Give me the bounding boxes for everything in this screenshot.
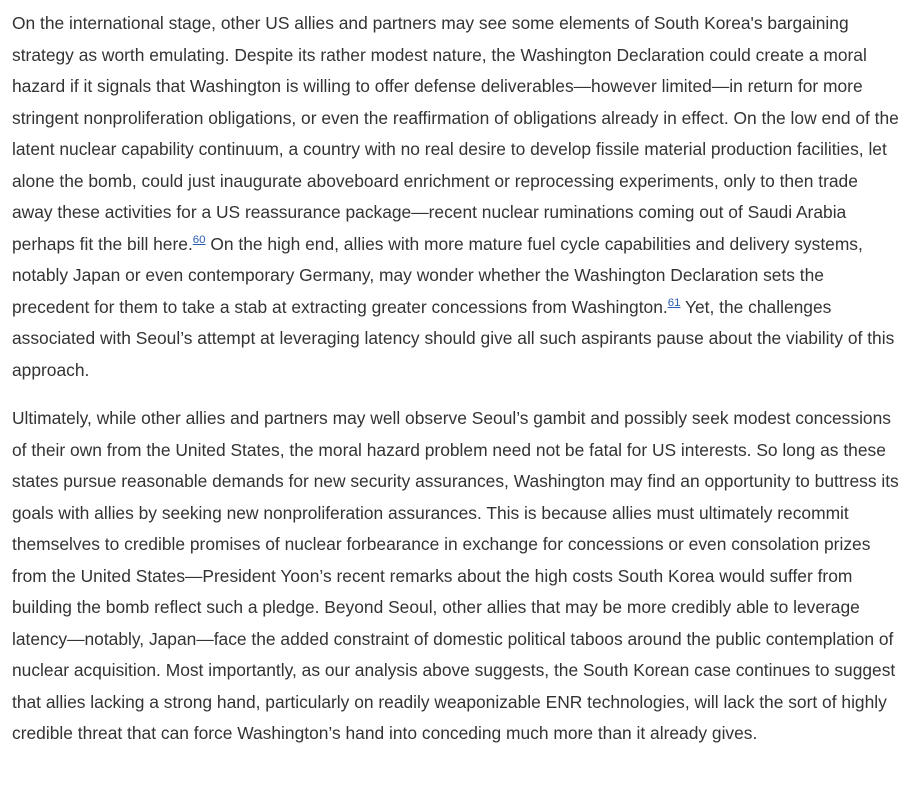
footnote-link-60[interactable]: 60: [192, 233, 206, 246]
paragraph-2: [12, 403, 901, 750]
footnote-link-61[interactable]: 61: [667, 296, 681, 309]
paragraph-1: [12, 8, 901, 386]
paragraph-text: On the international stage, other US allies and partners may see some elements of South Korea's bargaining strategy as worth emulating. Despite its rather modest nature, the Washington Declaration could create a moral hazard if it signals that Washington is willing to offer defense deliverables—however limited—in return for more stringent nonproliferation obligations, or even the reaffirmation of obligations already in effect. On the low end of the latent nuclear capability continuum, a country with no real desire to develop fissile material production facilities, let alone the bomb, could just inaugurate aboveboard enrichment or reprocessing experiments, only to then trade away these activities for a US reassurance package—recent nuclear ruminations coming out of Saudi Arabia perhaps fit the bill here.: [12, 13, 899, 254]
paragraph-text: Yet, the challenges associated with Seoul’s attempt at leveraging latency should give all such aspirants pause about the viability of this approach.: [12, 296, 895, 380]
paragraph-text: On the high end, allies with more mature fuel cycle capabilities and delivery systems, notably Japan or even contemporary Germany, may wonder whether the Washington Declaration sets the precedent for them to take a stab at extracting greater concessions from Washington.: [12, 233, 863, 317]
paragraph-text: Ultimately, while other allies and partners may well observe Seoul’s gambit and possibly seek modest concessions of their own from the United States, the moral hazard problem need not be fatal for US interests. So long as these states pursue reasonable demands for new security assurances, Washington may find an opportunity to buttress its goals with allies by seeking new nonproliferation assurances. This is because allies must ultimately recommit themselves to credible promises of nuclear forbearance in exchange for concessions or even consolation prizes from the United States—President Yoon’s recent remarks about the high costs South Korea would suffer from building the bomb reflect such a pledge. Beyond Seoul, other allies that may be more credibly able to leverage latency—notably, Japan—face the added constraint of domestic political taboos around the public contemplation of nuclear acquisition. Most importantly, as our analysis above suggests, the South Korean case continues to suggest that allies lacking a strong hand, particularly on readily weaponizable ENR technologies, will lack the sort of highly credible threat that can force Washington’s hand into conceding much more than it already gives.: [12, 408, 899, 743]
